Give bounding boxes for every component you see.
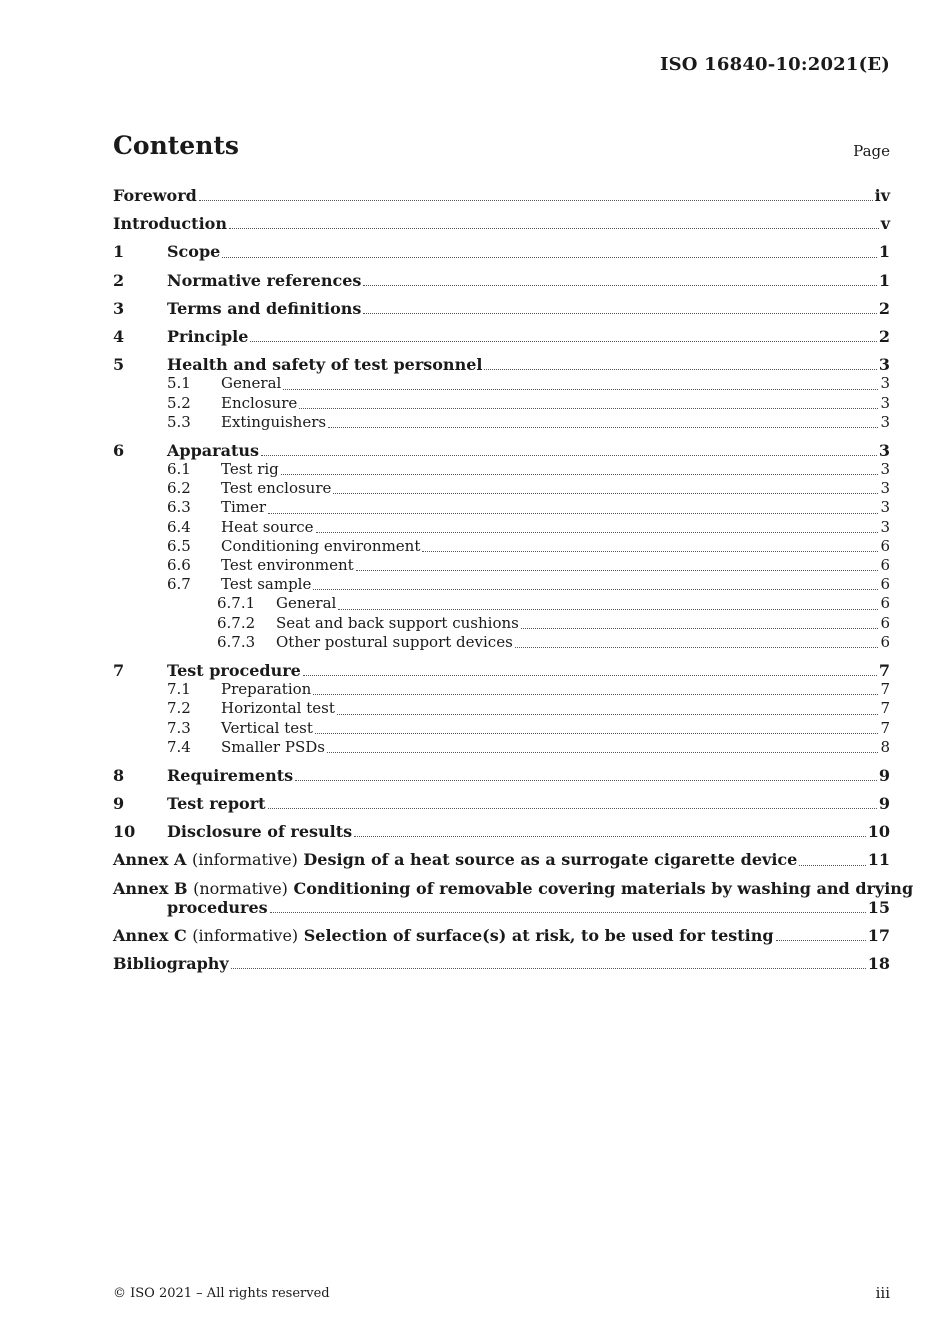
leader-dots (328, 426, 878, 428)
toc-entry-6-6[interactable]: 6.6 Test environment 6 (167, 556, 890, 574)
leader-dots (515, 646, 879, 648)
leader-dots (337, 713, 879, 715)
leader-dots (363, 312, 876, 314)
leader-dots (316, 531, 879, 533)
document-id: ISO 16840-10:2021(E) (659, 54, 890, 75)
leader-dots (484, 368, 876, 370)
leader-dots (363, 284, 876, 286)
leader-dots (299, 407, 878, 409)
toc-entry-apparatus[interactable]: 6 Apparatus 3 (113, 440, 890, 460)
leader-dots (270, 911, 866, 913)
toc-entry-requirements[interactable]: 8 Requirements 9 (113, 765, 890, 785)
leader-dots (222, 256, 877, 258)
toc-entry-6-2[interactable]: 6.2 Test enclosure 3 (167, 479, 890, 498)
toc-entry-7-3[interactable]: 7.3 Vertical test 7 (167, 718, 890, 737)
leader-dots (199, 199, 873, 201)
toc-entry-annex-c[interactable]: Annex C (informative) Selection of surface(s) at risk, to be used for testing 17 (113, 926, 890, 945)
toc-entry-6-1[interactable]: 6.1 Test rig 3 (167, 460, 890, 479)
leader-dots (327, 751, 879, 753)
toc-entry-5-1[interactable]: 5.1 General 3 (167, 374, 890, 393)
toc-entry-annex-a[interactable]: Annex A (informative) Design of a heat source as a surrogate cigarette device 11 (113, 850, 890, 870)
toc-entry-6-7-2[interactable]: 6.7.2 Seat and back support cushions 6 (217, 613, 890, 632)
toc-entry-5-2[interactable]: 5.2 Enclosure 3 (167, 393, 890, 412)
leader-dots (422, 550, 878, 552)
leader-dots (268, 807, 877, 809)
toc-entry-annex-b[interactable]: Annex B (normative) Conditioning of removable covering materials by washing and drying procedures 15 (113, 878, 914, 917)
leader-dots (338, 608, 878, 610)
leader-dots (521, 627, 879, 629)
toc-entry-5-3[interactable]: 5.3 Extinguishers 3 (167, 412, 890, 431)
leader-dots (250, 340, 876, 342)
leader-dots (315, 732, 879, 734)
toc-entry-7-1[interactable]: 7.1 Preparation 7 (167, 680, 890, 699)
leader-dots (356, 569, 879, 571)
leader-dots (354, 835, 866, 837)
toc-entry-6-7-1[interactable]: 6.7.1 General 6 (217, 594, 890, 613)
leader-dots (313, 693, 878, 695)
leader-dots (799, 864, 865, 866)
leader-dots (776, 939, 866, 941)
toc-entry-6-5[interactable]: 6.5 Conditioning environment 6 (167, 536, 890, 555)
toc-entry-test-procedure[interactable]: 7 Test procedure 7 (113, 660, 890, 680)
leader-dots (229, 227, 879, 229)
toc-entry-disclosure[interactable]: 10 Disclosure of results 10 (113, 822, 890, 842)
toc-entry-7-2[interactable]: 7.2 Horizontal test 7 (167, 699, 890, 718)
toc-entry-terms-definitions[interactable]: 3 Terms and definitions 2 (113, 298, 890, 318)
toc-entry-normative-references[interactable]: 2 Normative references 1 (113, 270, 890, 290)
leader-dots (295, 779, 877, 781)
leader-dots (283, 388, 878, 390)
leader-dots (333, 492, 878, 494)
toc-entry-bibliography[interactable]: Bibliography 18 (113, 954, 890, 974)
page-number: iii (875, 1284, 890, 1302)
page-title: Contents (113, 131, 240, 160)
toc-entry-introduction[interactable]: Introduction v (113, 214, 890, 234)
toc-entry-6-3[interactable]: 6.3 Timer 3 (167, 498, 890, 517)
leader-dots (261, 454, 877, 456)
toc-entry-6-4[interactable]: 6.4 Heat source 3 (167, 517, 890, 536)
toc-entry-scope[interactable]: 1 Scope 1 (113, 242, 890, 262)
toc-entry-health-safety[interactable]: 5 Health and safety of test personnel 3 (113, 355, 890, 375)
leader-dots (303, 674, 877, 676)
leader-dots (281, 473, 879, 475)
toc-entry-7-4[interactable]: 7.4 Smaller PSDs 8 (167, 737, 890, 756)
page-column-label: Page (853, 142, 890, 160)
toc-entry-6-7-3[interactable]: 6.7.3 Other postural support devices 6 (217, 632, 890, 651)
toc-entry-6-7[interactable]: 6.7 Test sample 6 (167, 575, 890, 594)
leader-dots (268, 512, 878, 514)
leader-dots (231, 967, 866, 969)
table-of-contents (113, 186, 914, 974)
toc-entry-foreword[interactable]: Foreword iv (113, 186, 890, 205)
toc-entry-test-report[interactable]: 9 Test report 9 (113, 794, 890, 814)
toc-entry-principle[interactable]: 4 Principle 2 (113, 326, 890, 346)
copyright-notice: © ISO 2021 – All rights reserved (113, 1286, 330, 1301)
leader-dots (313, 588, 878, 590)
